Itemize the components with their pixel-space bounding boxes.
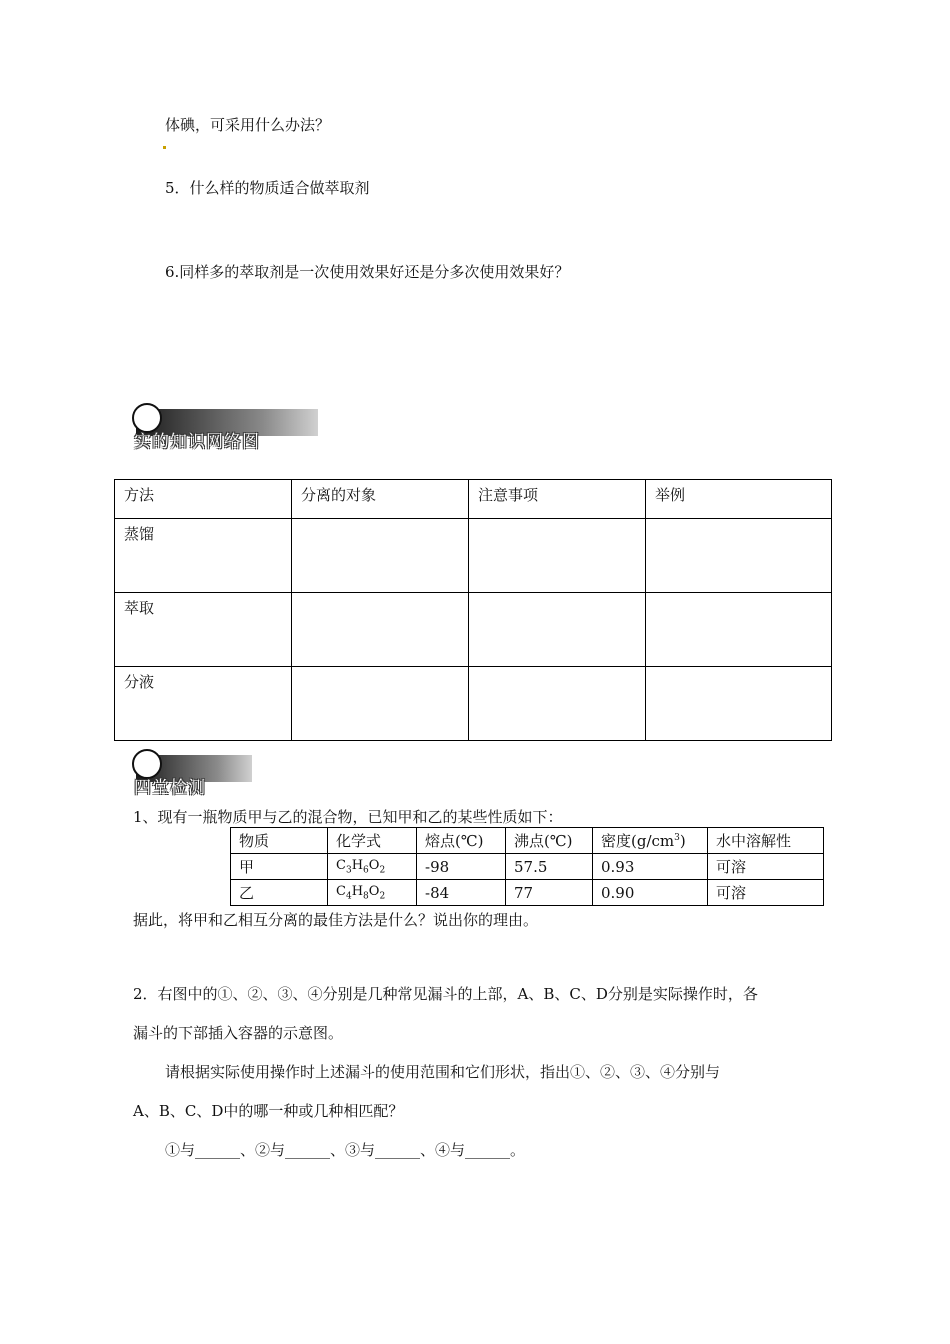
table-header-row [115,480,832,519]
header-cell: 化学式 [328,828,417,854]
properties-table [230,827,824,906]
marker-dot [163,146,166,149]
test-question-2-line1: 2．右图中的①、②、③、④分别是几种常见漏斗的上部，A、B、C、D分别是实际操作时，各 [133,985,758,1003]
test-question-2-answer-blanks[interactable]: ①与______、②与______、③与______、④与______。 [165,1141,526,1159]
knowledge-map-table [114,479,832,741]
method-cell: 萃取 [115,593,292,667]
section-banner-map [134,409,318,452]
boiling-point-cell: 57.5 [506,854,593,880]
melting-point-cell: -84 [417,880,506,906]
answer-cell[interactable] [646,519,832,593]
header-cell: 方法 [115,480,292,519]
density-cell: 0.90 [593,880,708,906]
answer-cell[interactable] [292,593,469,667]
section-title-map: 实的知识网络图 [134,432,260,452]
test-question-2-line3: 请根据实际使用操作时上述漏斗的使用范围和它们形状，指出①、②、③、④分别与 [165,1063,721,1081]
substance-cell: 甲 [231,854,328,880]
boiling-point-cell: 77 [506,880,593,906]
test-question-2-line2: 漏斗的下部插入容器的示意图。 [133,1024,344,1042]
question-5: 5．什么样的物质适合做萃取剂 [165,179,370,197]
answer-cell[interactable] [469,519,646,593]
solubility-cell: 可溶 [708,880,824,906]
answer-cell[interactable] [292,667,469,741]
header-cell: 熔点(℃) [417,828,506,854]
answer-cell[interactable] [646,593,832,667]
section-title-test: 四堂检测 [134,778,206,798]
answer-cell[interactable] [469,667,646,741]
density-label: 密度(g/cm [601,832,675,850]
header-cell: 举例 [646,480,832,519]
method-cell: 蒸馏 [115,519,292,593]
density-unit-exponent: 3 [674,833,680,843]
test-question-1-intro: 1、现有一瓶物质甲与乙的混合物，已知甲和乙的某些性质如下： [133,808,563,826]
solubility-cell: 可溶 [708,854,824,880]
answer-cell[interactable] [469,593,646,667]
formula-cell: $C_4H_8O_2$ [328,880,417,906]
melting-point-cell: -98 [417,854,506,880]
test-question-1-prompt: 据此，将甲和乙相互分离的最佳方法是什么？说出你的理由。 [133,911,539,929]
test-question-2-line4: A、B、C、D中的哪一种或几种相匹配？ [133,1102,404,1120]
table-row [231,854,824,880]
header-cell: 水中溶解性 [708,828,824,854]
section-banner-test [134,755,252,798]
table-row [115,593,832,667]
density-cell: 0.93 [593,854,708,880]
header-cell: 沸点(℃) [506,828,593,854]
question-4-tail: 体碘，可采用什么办法？ [165,116,331,134]
header-cell [593,828,708,854]
header-cell: 分离的对象 [292,480,469,519]
table-header-row [231,828,824,854]
substance-cell: 乙 [231,880,328,906]
header-cell: 物质 [231,828,328,854]
answer-cell[interactable] [292,519,469,593]
density-close: ) [679,832,686,850]
formula-cell: $C_3H_6O_2$ [328,854,417,880]
header-cell: 注意事项 [469,480,646,519]
method-cell: 分液 [115,667,292,741]
table-row [115,519,832,593]
table-row [115,667,832,741]
table-row [231,880,824,906]
question-6: 6.同样多的萃取剂是一次使用效果好还是分多次使用效果好？ [165,263,570,281]
answer-cell[interactable] [646,667,832,741]
